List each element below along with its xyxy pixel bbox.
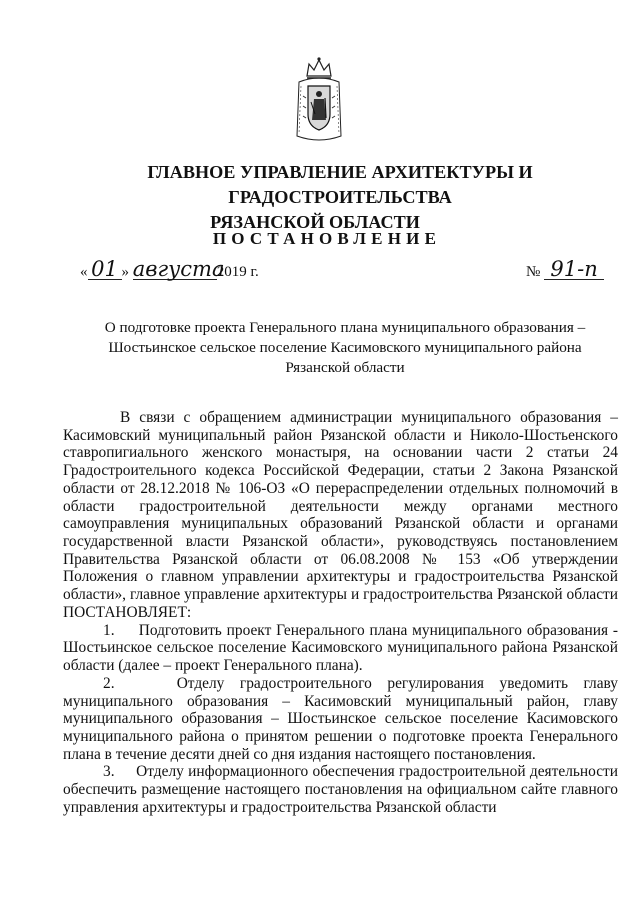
number-handwritten: 91-п bbox=[544, 259, 604, 280]
item-2-paragraph: 2. Отделу градостроительного регулирования уведомить главу муниципального образования – Касимовский муниципальный район, главу муниципального образования – Шостьинское сельское поселение Касимовского муниципального района о принятом решении о подготовке проекта Генерального плана в течение десяти дней со дня издания настоящего постановления. bbox=[63, 674, 618, 763]
date-day-handwritten: 01 bbox=[88, 259, 122, 280]
organization-header bbox=[60, 160, 620, 235]
document-date bbox=[80, 259, 259, 281]
subject-line-3: Рязанской области bbox=[285, 359, 405, 376]
coat-of-arms-emblem bbox=[295, 56, 343, 144]
item-1-paragraph: 1. Подготовить проект Генерального плана муниципального образования - Шостьинское сельское поселение Касимовского муниципального района Рязанской области (далее – проект Генерального плана). bbox=[63, 621, 618, 675]
item-3-paragraph: 3. Отделу информационного обеспечения градостроительной деятельности обеспечить размещение настоящего постановления на официальном сайте главного управления архитектуры и градостроительства Рязанской области bbox=[63, 763, 618, 816]
date-close-quote: » bbox=[121, 264, 129, 280]
document-number bbox=[526, 259, 604, 281]
document-body bbox=[63, 409, 618, 817]
organization-line-2: РЯЗАНСКОЙ ОБЛАСТИ bbox=[210, 212, 420, 232]
subject-line-1: О подготовке проекта Генерального плана муниципального образования – bbox=[104, 319, 586, 336]
date-month-handwritten: августа bbox=[132, 257, 225, 281]
number-label: № bbox=[526, 264, 541, 280]
document-subject bbox=[75, 318, 615, 378]
date-open-quote: « bbox=[80, 264, 88, 280]
subject-line-2: Шостьинское сельское поселение Касимовского муниципального района bbox=[108, 339, 582, 356]
document-type-title: ПОСТАНОВЛЕНИЕ bbox=[212, 229, 442, 248]
preamble-paragraph: В связи с обращением администрации муниципального образования – Касимовский муниципальный район Рязанской области и Николо-Шостьенского ставропигиального женского монастыря, на основании части 2 статьи 24 Градостроительного кодекса Российской Федерации, статьи 2 Закона Рязанской области от 28.12.2018 № 106-ОЗ «О перераспределении отдельных полномочий в области градостроительной деятельности между органами местного самоуправления муниципальных образований Рязанской области и органами государственной власти Рязанской области», руководствуясь постановлением Правительства Рязанской области от 06.08.2008 № 153 «Об утверждении Положения о главном управлении архитектуры и градостроительства Рязанской области», главное управление архитектуры и градостроительства Рязанской области ПОСТАНОВЛЯЕТ: bbox=[63, 409, 618, 621]
date-year: 2019 г. bbox=[216, 264, 259, 280]
organization-line-1: ГЛАВНОЕ УПРАВЛЕНИЕ АРХИТЕКТУРЫ И ГРАДОСТРОИТЕЛЬСТВА bbox=[147, 162, 533, 207]
